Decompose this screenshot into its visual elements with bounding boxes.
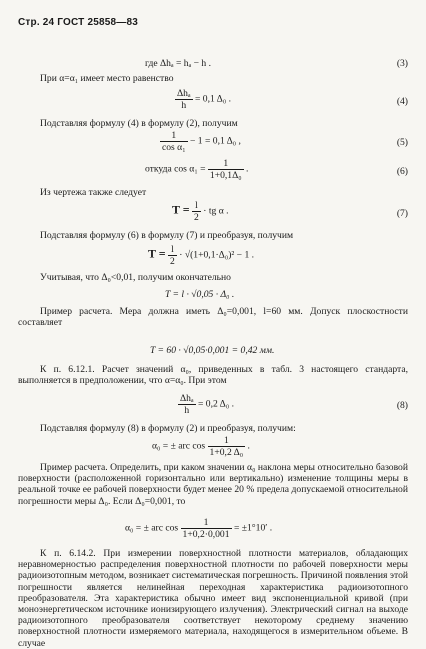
equation-5: $\frac{1}{\text{cos α₁}}$ − 1 = 0,1 Δ₀ , [162,130,241,153]
equation-4: $\frac{\text{Δhₐ}}{h}$ = 0,1 Δ₀ . [177,88,231,111]
equation-number-6: (6) [396,166,408,177]
fraction: $\frac{\text{Δhₐ}}{h}$ [180,393,194,416]
equation-number-4: (4) [396,96,408,107]
equation-6: откуда cos α₁ = $\frac{1}{\text{1+0,1Δ₀}}$ . [145,158,249,181]
equation-number-3: (3) [396,58,408,69]
paragraph-10: К п. 6.14.2. При измерении поверхностной плотности материалов, обладающих неравномерностью распределения поверхностной плотности по рабочей поверхности меры радиоизотопным методом, возникает систематическая погрешность. Причиной появления этой погрешности является нелинейная переходная характеристика радиоизотопного преобразователя. Эта характеристика обычно имеет вид экспоненциальной кривой (при моноэнергетическом источнике ионизирующего излучения). Электрический сигнал на выходе радиоизотопного преобразователя соответствует некоторому среднему значению поверхностной плотности измеряемого материала, находящегося в измерительном объеме. В случае [18,548,408,649]
equation-calc: T = 60 · √0,05·0,001 = 0,42 мм. [150,345,275,356]
fraction: $\frac{1}{\text{cos α₁}}$ [162,130,186,153]
paragraph-5: Учитывая, что Δ₀<0,01, получим окончательно [40,272,231,283]
fraction: $\frac{\text{Δhₐ}}{h}$ [177,88,191,111]
equation-3: где Δhₐ = hₐ − h . [145,58,212,69]
fraction: $\frac{l}{2}$ [170,244,175,267]
fraction: $\frac{l}{2}$ [194,200,199,223]
page-header: Стр. 24 ГОСТ 25858—83 [18,17,138,28]
equation-9: α₀ = ± arc cos $\frac{1}{\text{1+0,2 Δ₀}}$ . [152,435,250,458]
equation-number-7: (7) [396,208,408,219]
equation-7: T = $\frac{l}{2}$ · tg α . [172,200,229,223]
paragraph-4: Подставляя формулу (6) в формулу (7) и преобразуя, получим [40,230,294,241]
fraction: $\frac{1}{\text{1+0,2 Δ₀}}$ [209,435,244,458]
equation-7b: T = $\frac{l}{2}$ · √(1+0,1·Δ₀)² − 1 . [148,244,255,267]
equation-final: T = l · √0,05 · Δ₀ . [165,289,235,300]
paragraph-7: К п. 6.12.1. Расчет значений α₀, приведенных в табл. 3 настоящего стандарта, выполняется в предположении, что α=α₀. При этом [18,364,408,387]
equation-10: α₀ = ± arc cos $\frac{1}{1+0,2\cdot 0,001}$ = ±1°10′ . [125,517,273,540]
paragraph-6: Пример расчета. Мера должна иметь Δ₀=0,001, l=60 мм. Допуск плоскостности составляет [18,306,408,329]
paragraph-9: Пример расчета. Определить, при каком значении α₀ наклона меры относительно базовой поверхности (расположенной горизонтально или вертикально) изменение толщины меры в реальной точке ее рабочей поверхности будет менее 20 % предела допускаемой относительной погрешности меры Δ₀. Если Δ₀=0,001, то [18,462,408,507]
paragraph-2: Подставляя формулу (4) в формулу (2), получим [40,118,238,129]
paragraph-8: Подставляя формулу (8) в формулу (2) и преобразуя, получим: [40,423,296,434]
equation-number-8: (8) [396,400,408,411]
paragraph-3: Из чертежа также следует [40,187,147,198]
fraction: $\frac{1}{\text{1+0,1Δ₀}}$ [209,158,242,181]
fraction: $\frac{1}{1+0,2\cdot 0,001}$ [182,517,230,540]
equation-number-5: (5) [396,137,408,148]
equation-8: $\frac{\text{Δhₐ}}{h}$ = 0,2 Δ₀ . [180,393,234,416]
paragraph-1: При α=α₁ имеет место равенство [40,73,174,84]
